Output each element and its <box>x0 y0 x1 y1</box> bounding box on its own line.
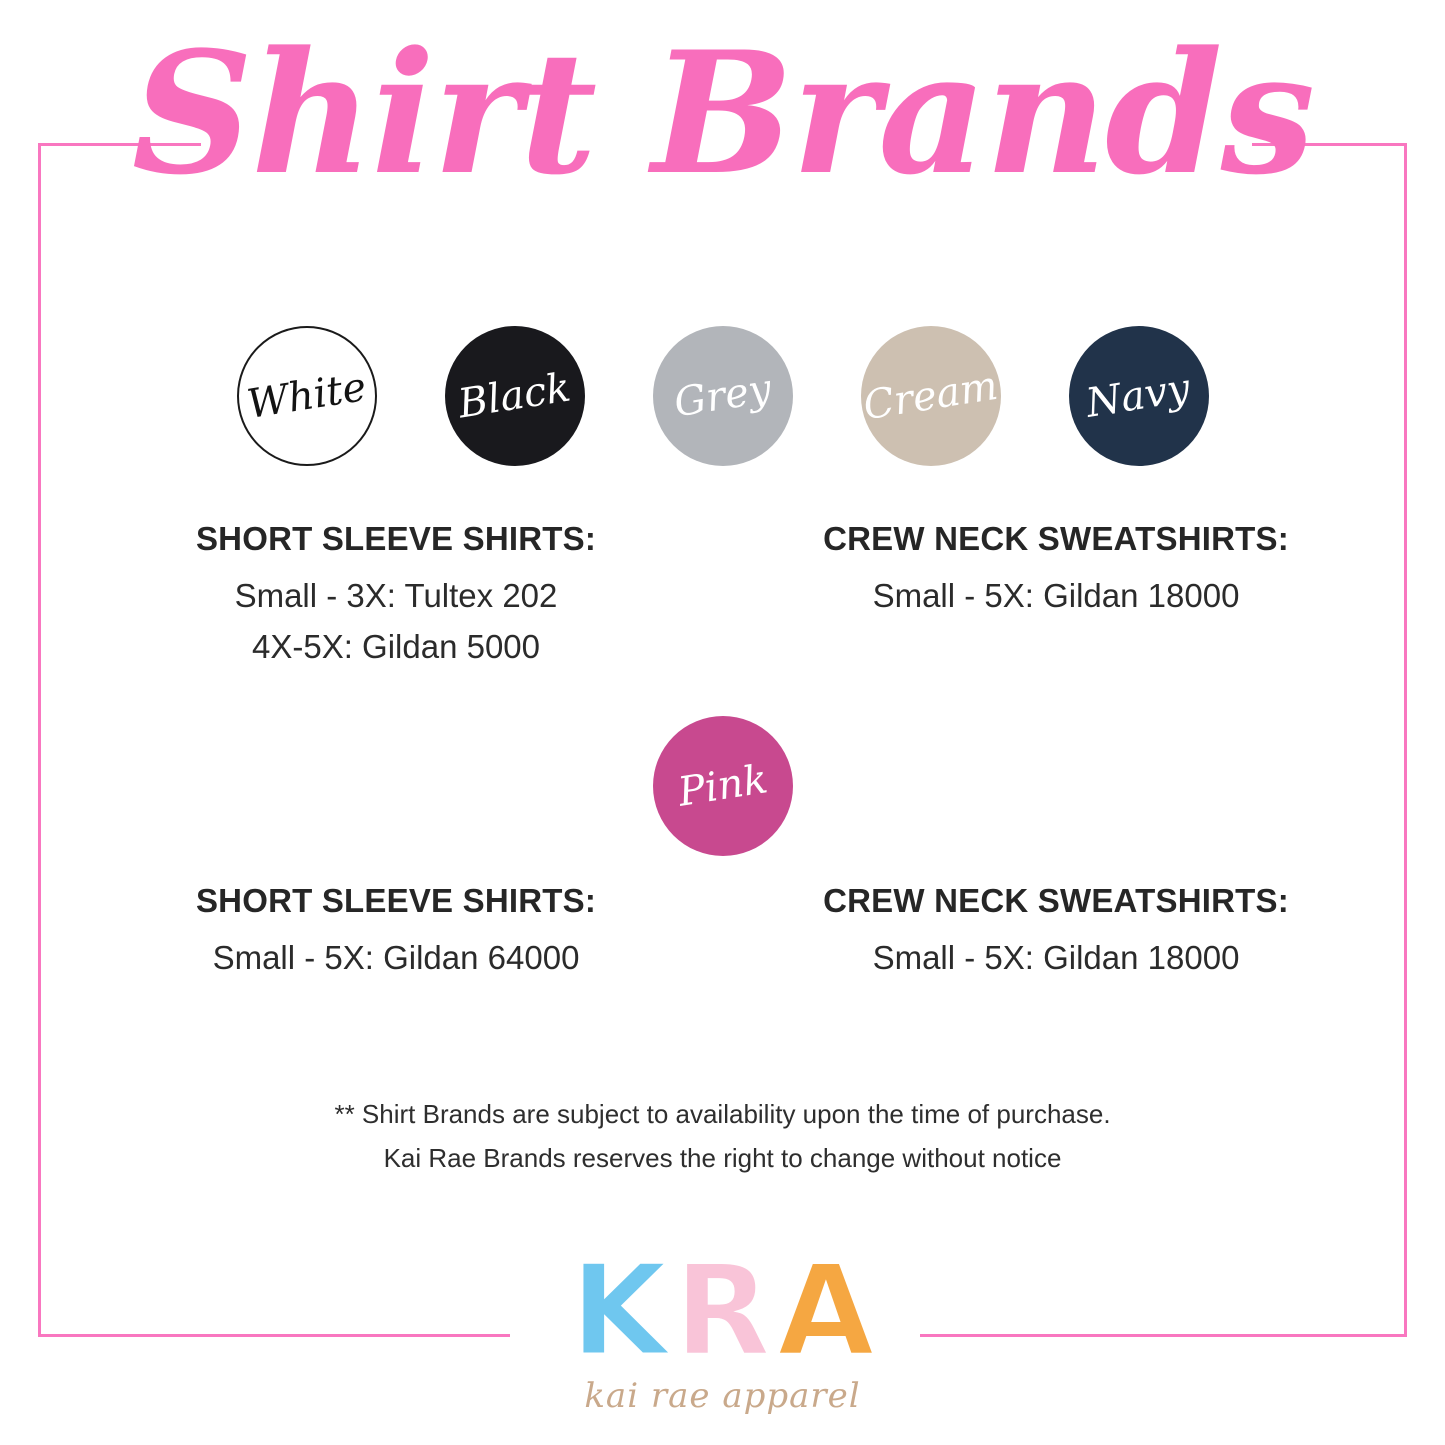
swatch-pink-label: Pink <box>674 756 771 816</box>
swatch-navy[interactable] <box>1069 326 1209 466</box>
swatch-pink[interactable] <box>653 716 793 856</box>
section-1-crew-neck <box>746 520 1366 621</box>
disclaimer-line-1: ** Shirt Brands are subject to availability upon the time of purchase. <box>334 1099 1111 1129</box>
section-1-short-sleeve-line-2: 4X-5X: Gildan 5000 <box>251 628 541 666</box>
swatch-white-label: White <box>243 363 370 429</box>
section-1-short-sleeve-line-1: Small - 3X: Tultex 202 <box>234 577 558 614</box>
logo-letter-a: A <box>777 1237 875 1384</box>
swatch-grey[interactable] <box>653 326 793 466</box>
section-1-short-sleeve <box>96 520 696 672</box>
logo-letters <box>0 1237 1445 1384</box>
disclaimer <box>160 1092 1285 1180</box>
page-title: Shirt Brands <box>131 14 1314 212</box>
section-1-crew-neck-line-1: Small - 5X: Gildan 18000 <box>872 577 1240 614</box>
logo-letter-r: R <box>674 1237 772 1384</box>
swatch-black-label: Black <box>455 364 574 428</box>
logo-tagline: kai rae apparel <box>584 1376 861 1416</box>
swatch-cream[interactable] <box>861 326 1001 466</box>
logo-letter-k: K <box>570 1237 669 1384</box>
brand-logo <box>0 1237 1445 1416</box>
swatch-navy-label: Navy <box>1083 365 1194 427</box>
section-1-crew-neck-heading: CREW NECK SWEATSHIRTS: <box>823 520 1289 557</box>
swatch-white[interactable] <box>237 326 377 466</box>
swatch-black[interactable] <box>445 326 585 466</box>
section-2-crew-neck-heading: CREW NECK SWEATSHIRTS: <box>823 882 1289 919</box>
color-swatch-row-secondary <box>0 716 1445 856</box>
swatch-grey-label: Grey <box>670 365 775 427</box>
section-1-short-sleeve-heading: SHORT SLEEVE SHIRTS: <box>195 520 597 557</box>
swatch-cream-label: Cream <box>860 362 1001 430</box>
section-2-crew-neck <box>746 882 1366 983</box>
color-swatch-row-primary <box>140 326 1305 466</box>
section-2-crew-neck-line-1: Small - 5X: Gildan 18000 <box>872 939 1240 976</box>
section-2-short-sleeve-line-1: Small - 5X: Gildan 64000 <box>212 939 580 976</box>
disclaimer-line-2: Kai Rae Brands reserves the right to change without notice <box>383 1143 1062 1174</box>
section-2-short-sleeve-heading: SHORT SLEEVE SHIRTS: <box>195 882 597 919</box>
section-2-short-sleeve <box>96 882 696 983</box>
